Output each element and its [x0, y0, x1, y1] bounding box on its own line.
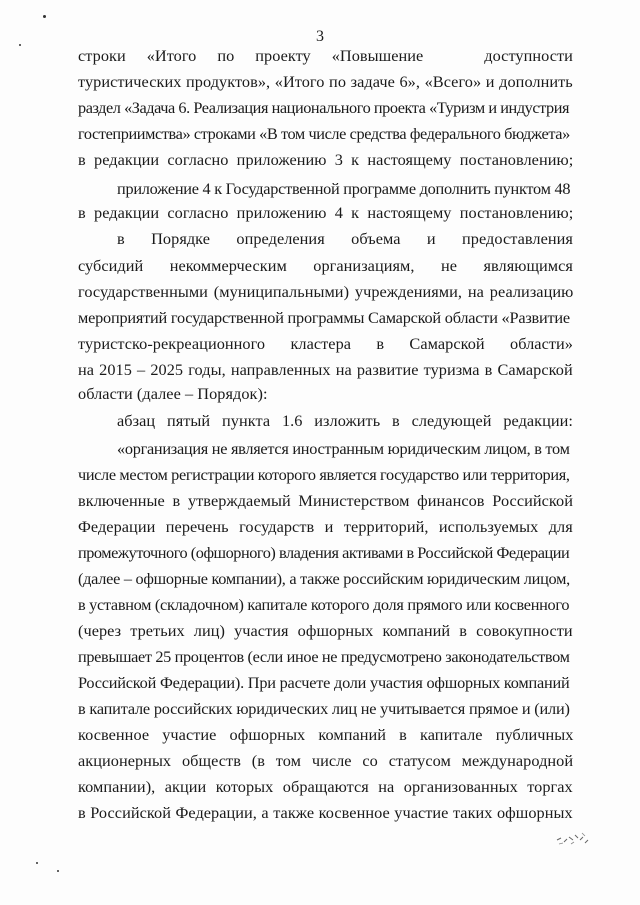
word: «Повышение [331, 46, 424, 65]
text-line: Российской Федерации). При расчете доли участия офшорных компаний [78, 673, 570, 692]
text-line: в уставном (складочном) капитале которого доля прямого или косвенного [78, 595, 570, 614]
word: Самарской [409, 334, 485, 353]
word: доступности [484, 46, 573, 65]
text-line: абзац пятый пункта 1.6 изложить в следующей редакции: [117, 411, 574, 430]
word: кластера [290, 334, 352, 353]
word: строки [78, 46, 126, 65]
word: и [426, 229, 436, 248]
text-line: гостеприимства» строками «В том числе средства федерального бюджета» [78, 124, 570, 143]
text-line [78, 46, 573, 66]
word: объема [351, 229, 401, 248]
text-line: в капитале российских юридических лиц не учитывается прямое и (или) [78, 699, 570, 718]
scan-scribble-mark [555, 828, 591, 846]
page-number: 3 [316, 28, 324, 45]
text-line: государственными (муниципальными) учреждениями, на реализацию [78, 282, 574, 301]
scan-speck [57, 870, 59, 872]
text-line: мероприятий государственной программы Самарской области «Развитие [78, 308, 570, 327]
word: являющимся [483, 256, 573, 275]
word: в [376, 334, 385, 353]
word: в [117, 229, 125, 248]
word: области» [510, 334, 573, 353]
text-line: в редакции согласно приложению 3 к настоящему постановлению; [78, 150, 574, 169]
word: субсидий [78, 256, 144, 275]
text-line: туристических продуктов», «Итого по задаче 6», «Всего» и дополнить [78, 72, 573, 91]
text-line: на 2015 – 2025 годы, направленных на развитие туризма в Самарской [78, 360, 573, 379]
text-line: числе местом регистрации которого является государство или территория, [78, 465, 570, 484]
text-line [78, 256, 573, 276]
text-line: компании), акции которых обращаются на организованных торгах [78, 777, 573, 796]
word: проекту [255, 46, 311, 65]
text-line [78, 334, 573, 354]
word: Порядке [151, 229, 211, 248]
text-line: приложение 4 к Государственной программе дополнить пунктом 48 [117, 179, 571, 198]
text-line: в Российской Федерации, а также косвенное участие таких офшорных [78, 803, 573, 822]
text-line: промежуточного (офшорного) владения активами в Российской Федерации [78, 543, 570, 562]
word: некоммерческим [169, 256, 287, 275]
scan-speck [43, 15, 46, 18]
word: организациям, [313, 256, 415, 275]
scan-speck [36, 862, 38, 864]
text-line: раздел «Задача 6. Реализация национального проекта «Туризм и индустрия [78, 98, 570, 117]
text-line: акционерных обществ (в том числе со статусом международной [78, 751, 574, 770]
scan-speck [19, 44, 21, 46]
text-line: «организация не является иностранным юридическим лицом, в том [117, 439, 570, 458]
text-line: области (далее – Порядок): [78, 384, 268, 403]
text-line: косвенное участие офшорных компаний в капитале публичных [78, 725, 574, 744]
text-line: включенные в утверждаемый Министерством финансов Российской [78, 491, 573, 510]
text-line [117, 229, 573, 249]
word: определения [236, 229, 325, 248]
word: «Итого [146, 46, 197, 65]
text-line: (через третьих лиц) участия офшорных компаний в совокупности [78, 621, 573, 640]
word: туристско-рекреационного [78, 334, 266, 353]
text-line: в редакции согласно приложению 4 к настоящему постановлению; [78, 203, 574, 222]
word: не [440, 256, 457, 275]
word: по [217, 46, 235, 65]
text-line: Федерации перечень государств и территорий, используемых для [78, 517, 573, 536]
text-line: превышает 25 процентов (если иное не предусмотрено законодательством [78, 647, 570, 666]
text-line: (далее – офшорные компании), а также российским юридическим лицом, [78, 569, 570, 588]
word: предоставления [462, 229, 573, 248]
